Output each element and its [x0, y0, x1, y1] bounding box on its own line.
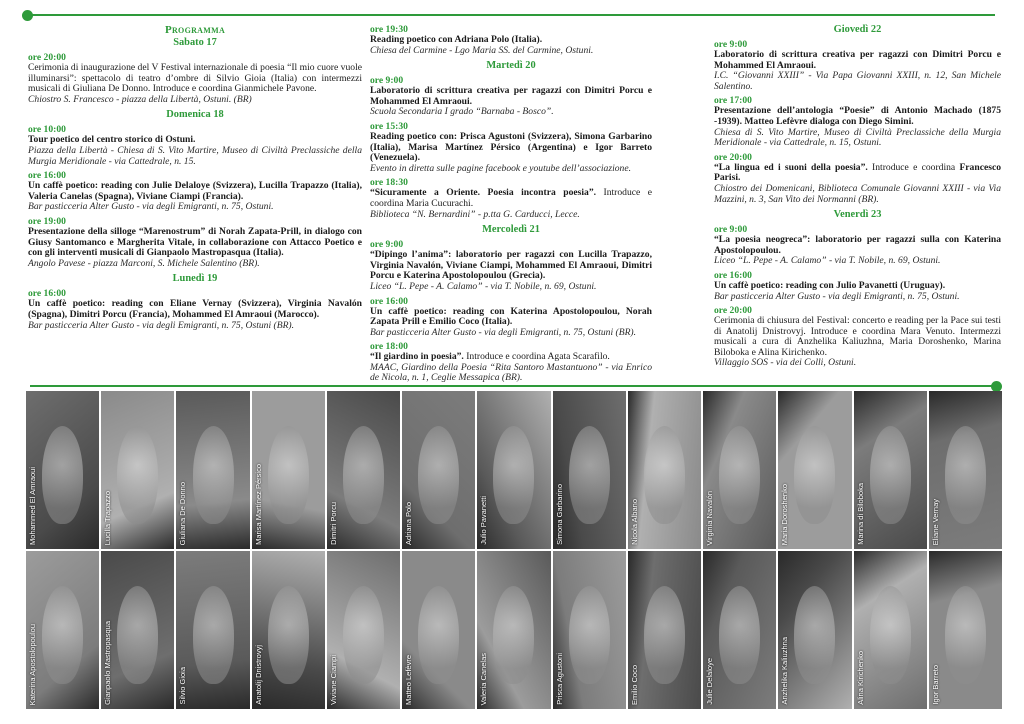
event-time: ore 16:00	[28, 170, 66, 182]
portrait-photo	[402, 391, 475, 549]
portrait-name-label: Emilio Coco	[629, 664, 639, 705]
portrait-photo	[854, 391, 927, 549]
portrait-photo	[553, 551, 626, 709]
portrait-photo	[327, 551, 400, 709]
program-column-1	[28, 24, 362, 331]
event-time: ore 20:00	[714, 151, 752, 163]
portrait-name-label: Igor Barreto	[930, 665, 940, 705]
portrait-face	[117, 586, 158, 684]
portrait-face	[117, 426, 158, 524]
event-title: Un caffè poetico: reading con Julio Pavanetti (Uruguay).	[714, 279, 946, 291]
portrait-face	[644, 426, 685, 524]
portrait-photo	[929, 391, 1002, 549]
portrait-name-label: Anzhelika Kaliuzhna	[780, 637, 790, 705]
event-title: “Il giardino in poesia”.	[370, 351, 464, 363]
event-location: Bar pasticceria Alter Gusto - via degli Emigranti, n. 75, Ostuni.	[714, 290, 960, 302]
portrait-face	[418, 586, 459, 684]
portrait-name-label: Matteo Lefèvre	[404, 654, 414, 705]
event-time: ore 19:30	[370, 24, 408, 35]
portrait-face	[268, 586, 309, 684]
event-time: ore 18:30	[370, 177, 408, 189]
program-heading: Programma	[164, 24, 226, 36]
event-description	[370, 188, 652, 209]
event-title: “La lingua ed i suoni della poesia”.	[714, 161, 868, 173]
portrait-name-label: Simona Garbarino	[554, 484, 564, 545]
event-time: ore 9:00	[370, 75, 404, 87]
event-location: I.C. “Giovanni XXIII” - Via Papa Giovanni XXIII, n. 12, San Michele Salentino.	[714, 70, 1001, 92]
portrait-photo	[628, 391, 701, 549]
portrait-photo	[553, 391, 626, 549]
event-title: Presentazione dell’antologia “Poesie” di Antonio Machado (1875 -1939). Matteo Lefèvre dialoga con Diego Simini.	[714, 105, 1001, 127]
portrait-name-label: Julio Pavanetti	[479, 496, 489, 545]
event-location: Chiostro dei Domenicani, Biblioteca Comunale Giovanni XXIII - via Via Mazzini, n. 3, San Vito dei Normanni (BR).	[714, 182, 1001, 205]
portrait-photo	[176, 391, 249, 549]
portrait-photo	[327, 391, 400, 549]
event-location: Scuola Secondaria I grado “Barnaba - Bosco”.	[370, 106, 554, 118]
portrait-name-label: Anatolij Dnistrovyj	[253, 645, 263, 705]
event-note: Introduce e coordina	[867, 161, 960, 173]
event-location: Chiesa del Carmine - Lgo Maria SS. del Carmine, Ostuni.	[370, 44, 594, 56]
event-time: ore 20:00	[714, 305, 752, 317]
portrait-name-label: Prisca Agustoni	[554, 653, 564, 705]
portrait-name-label: Virginia Navalón	[705, 490, 715, 545]
portrait-face	[870, 426, 911, 524]
event-location: Angolo Pavese - piazza Marconi, S. Michele Salentino (BR).	[28, 257, 260, 269]
portrait-face	[268, 426, 309, 524]
event-description	[714, 163, 1001, 184]
portrait-face	[644, 586, 685, 684]
event-title: Presentazione della silloge “Marenostrum” di Norah Zapata-Prill, in dialogo con Giusy Santomanco e Margherita Vitale, in collaborazione con Attacco Poetico e con gli interventi musicali di Gianpaolo Mastropasqua (Italia).	[28, 225, 362, 259]
event-title-coordinator: Francesco Parisi.	[714, 161, 1001, 184]
portrait-name-label: Marina di Biloboka	[855, 483, 865, 545]
portrait-name-label: Gianpaolo Mastropasqua	[103, 621, 113, 705]
portrait-photo	[26, 551, 99, 709]
portrait-name-label: Maria Doroshenko	[780, 483, 790, 545]
day-heading: Lunedì 19	[172, 273, 218, 285]
portrait-face	[193, 586, 234, 684]
event-location: Liceo “L. Pepe - A. Calamo” - via T. Nobile, n. 69, Ostuni.	[714, 255, 941, 267]
portrait-photo	[703, 551, 776, 709]
event-time: ore 18:00	[370, 341, 408, 353]
portrait-name-label: Alina Kirichenko	[855, 651, 865, 705]
day-heading: Giovedì 22	[833, 24, 882, 35]
portrait-name-label: Katerina Apostolopoulou	[28, 623, 37, 705]
event-title: “La poesia neogreca”: laboratorio per ragazzi sulla con Katerina Apostolopoulou.	[714, 234, 1001, 256]
event-location: Chiostro S. Francesco - piazza della Libertà, Ostuni. (BR)	[28, 93, 252, 105]
event-location: Bar pasticceria Alter Gusto - via degli Emigranti, n. 75, Ostuni.	[28, 201, 274, 213]
event-location: Bar pasticceria Alter Gusto - via degli Emigranti, n. 75, Ostuni (BR).	[370, 326, 637, 338]
day-heading: Mercoledì 21	[482, 224, 540, 236]
program-column-2	[370, 24, 652, 384]
event-note: Introduce e coordina Maria Cucurachi.	[370, 187, 652, 209]
event-title: “Sicuramente a Oriente. Poesia incontra poesia”.	[370, 187, 604, 199]
middle-rule	[30, 385, 994, 387]
portrait-name-label: Adriana Polo	[404, 502, 414, 545]
event-title: Tour poetico del centro storico di Ostuni.	[28, 134, 196, 146]
event-location: Piazza della Libertà - Chiesa di S. Vito Martire, Museo di Civiltà Preclassiche della Murgia Meridionale - via Cattedrale, n. 15.	[28, 144, 362, 167]
portrait-photo	[252, 551, 325, 709]
event-time: ore 9:00	[714, 224, 748, 236]
program-column-3	[714, 24, 1001, 369]
event-title: “Dipingo l’anima”: laboratorio per ragazzi con Lucilla Trapazzo, Virginia Navalón, Viviane Ciampi, Mohammed El Amraoui, Dimitri Porcu e Katerina Apostolopoulou (Grecia).	[370, 249, 652, 282]
portrait-name-label: Eliane Vernay	[930, 498, 940, 545]
portrait-photo	[101, 391, 174, 549]
top-rule	[27, 14, 995, 16]
portrait-face	[569, 426, 610, 524]
event-title: Reading poetico con: Prisca Agustoni (Svizzera), Simona Garbarino (Italia), Marisa Martínez Pérsico (Argentina) e Igor Barreto (Venezuela).	[370, 130, 652, 164]
portrait-face	[945, 586, 986, 684]
portrait-photo	[929, 551, 1002, 709]
portrait-face	[493, 586, 534, 684]
portrait-photo	[477, 551, 550, 709]
event-time: ore 17:00	[714, 95, 752, 107]
event-time: ore 10:00	[28, 124, 66, 136]
event-location: Liceo “L. Pepe - A. Calamo” - via T. Nobile, n. 69, Ostuni.	[370, 280, 597, 292]
event-note: Introduce e coordina Agata Scarafilo.	[463, 351, 610, 363]
portrait-photo	[854, 551, 927, 709]
portrait-grid	[26, 391, 1002, 709]
event-time: ore 19:00	[28, 215, 66, 227]
day-heading: Venerdì 23	[833, 209, 882, 221]
portrait-name-label: Valeria Canelas	[479, 652, 489, 705]
event-title: Un caffè poetico: reading con Julie Delaloye (Svizzera), Lucilla Trapazzo (Italia), Valeria Canelas (Spagna), Viviane Ciampi (Francia).	[28, 180, 362, 202]
portrait-name-label: Viviane Ciampi	[328, 655, 338, 705]
top-rule-dot	[22, 10, 33, 21]
portrait-face	[794, 586, 835, 684]
portrait-face	[794, 426, 835, 524]
portrait-name-label: Mohammed El Amraoui	[28, 467, 37, 545]
event-location: Villaggio SOS - via dei Colli, Ostuni.	[714, 357, 857, 369]
portrait-face	[343, 586, 384, 684]
portrait-face	[870, 586, 911, 684]
day-heading: Domenica 18	[166, 109, 224, 121]
portrait-face	[193, 426, 234, 524]
portrait-face	[42, 426, 83, 524]
portrait-face	[493, 426, 534, 524]
portrait-photo	[176, 551, 249, 709]
event-time: ore 9:00	[714, 39, 748, 50]
event-title: Laboratorio di scrittura creativa per ragazzi con Dimitri Porcu e Mohammed El Amraoui.	[370, 85, 652, 107]
portrait-face	[945, 426, 986, 524]
event-time: ore 16:00	[28, 288, 66, 300]
event-title: Laboratorio di scrittura creativa per ragazzi con Dimitri Porcu e Mohammed El Amraoui.	[714, 49, 1001, 71]
portrait-photo	[628, 551, 701, 709]
event-location: Biblioteca “N. Bernardini” - p.tta G. Carducci, Lecce.	[370, 208, 580, 220]
portrait-photo	[778, 551, 851, 709]
portrait-photo	[101, 551, 174, 709]
event-time: ore 20:00	[28, 52, 66, 63]
portrait-photo	[703, 391, 776, 549]
portrait-name-label: Silvio Gioia	[178, 667, 188, 705]
event-title: Reading poetico con Adriana Polo (Italia).	[370, 34, 543, 45]
day-heading: Sabato 17	[173, 37, 217, 48]
event-description: Cerimonia di inaugurazione del V Festival internazionale di poesia “Il mio cuore vuole illuminarsi”: spettacolo di teatro d’ombre di Silvio Gioia (Italia) con intermezzi musicali di Giuliana De Donno. Introduce e coordina Gianmichele Pavone.	[28, 62, 362, 95]
event-time: ore 16:00	[370, 295, 408, 307]
portrait-name-label: Dimitri Porcu	[328, 502, 338, 545]
portrait-name-label: Lucilla Trapazzo	[103, 490, 113, 545]
portrait-photo	[252, 391, 325, 549]
portrait-name-label: Marisa Martínez Pérsico	[253, 464, 263, 545]
portrait-photo	[26, 391, 99, 549]
portrait-name-label: Nicola Albano	[629, 499, 639, 545]
event-time: ore 9:00	[370, 239, 404, 251]
event-time: ore 16:00	[714, 269, 752, 281]
portrait-photo	[778, 391, 851, 549]
portrait-name-label: Giuliana De Donno	[178, 481, 188, 545]
portrait-face	[719, 586, 760, 684]
event-location: Evento in diretta sulle pagine facebook e youtube dell’associazione.	[370, 162, 632, 174]
portrait-face	[719, 426, 760, 524]
event-description: Cerimonia di chiusura del Festival: concerto e reading per la Pace sui testi di Anatolij Dnistrovyj. Introduce e coordina Mara Venuto. Intermezzi musicali a cura di Anzhelika Kaliuzhna, Maria Doroshenko, Marina Biloboka e Alina Kirichenko.	[714, 315, 1001, 358]
day-heading: Martedì 20	[486, 60, 536, 72]
portrait-name-label: Julie Delaloye	[705, 658, 715, 705]
event-title: Un caffè poetico: reading con Katerina Apostolopoulou, Norah Zapata Prill e Emilio Coco (Italia).	[370, 305, 652, 328]
portrait-photo	[402, 551, 475, 709]
portrait-face	[569, 586, 610, 684]
event-location: Bar pasticceria Alter Gusto - via degli Emigranti, n. 75, Ostuni (BR).	[28, 319, 295, 331]
portrait-face	[418, 426, 459, 524]
event-time: ore 15:30	[370, 120, 408, 132]
event-title: Un caffè poetico: reading con Eliane Vernay (Svizzera), Virginia Navalón (Spagna), Dimitri Porcu (Francia), Mohammed El Amraoui (Marocco).	[28, 298, 362, 320]
portrait-face	[42, 586, 83, 684]
portrait-photo	[477, 391, 550, 549]
event-location: Chiesa di S. Vito Martire, Museo di Civiltà Preclassiche della Murgia Meridionale - via Cattedrale, n. 15, Ostuni.	[714, 126, 1001, 149]
portrait-face	[343, 426, 384, 524]
event-location: MAAC, Giardino della Poesia “Rita Santoro Mastantuono” - via Enrico de Nicola, n. 1, Ceglie Messapica (BR).	[370, 361, 652, 384]
